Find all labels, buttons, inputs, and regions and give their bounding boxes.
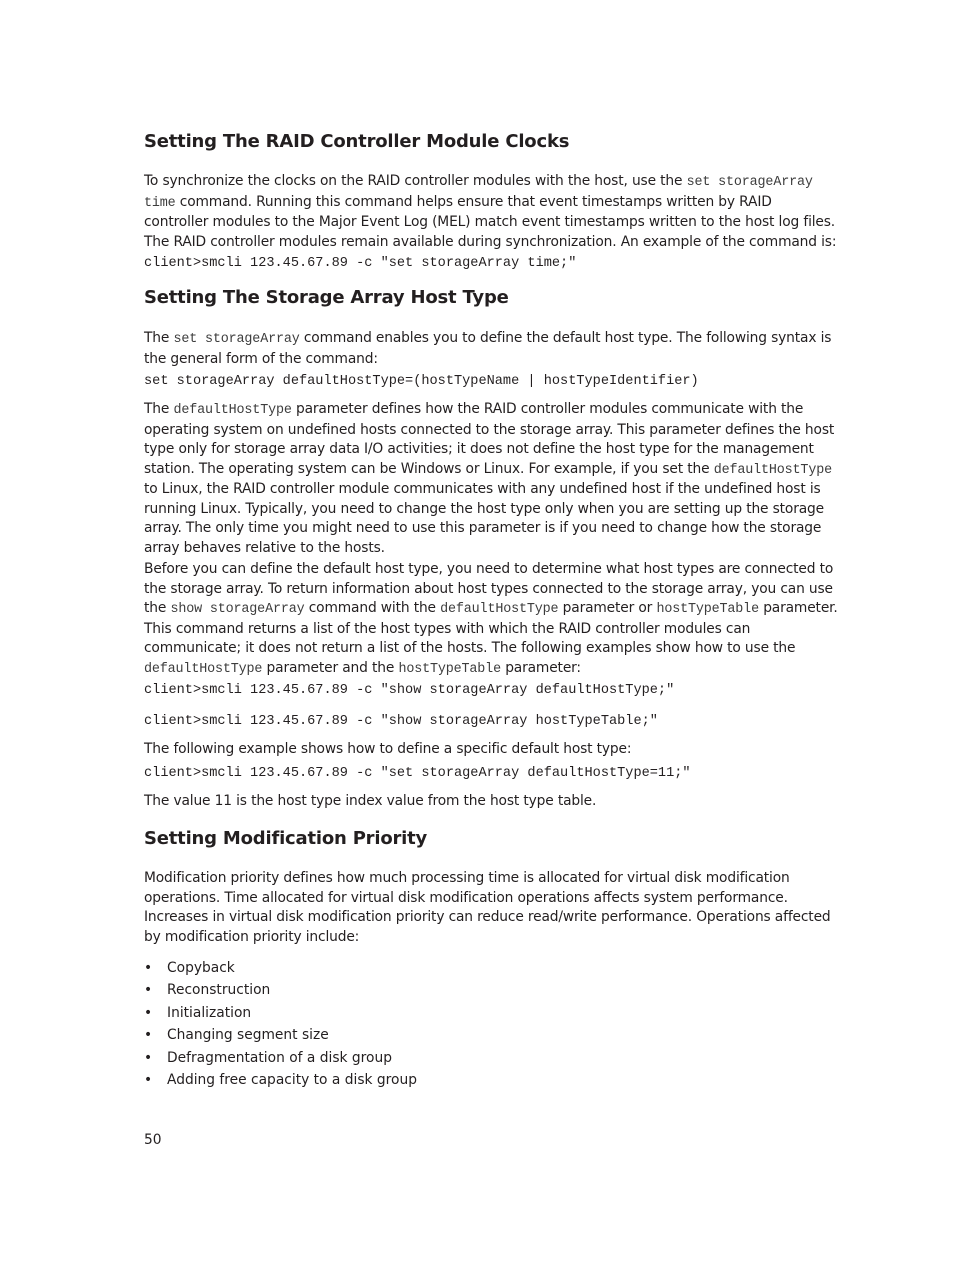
list-item <box>144 1071 417 1093</box>
paragraph-default-host-type <box>144 400 840 558</box>
text-run: parameter defines how the RAID controller modules communicate with the operating system on undefined hosts connected to the storage array. This parameter defines the host type only for storage array data I/O activities; it does not define the host type for the management station. The operating system can be Windows or Linux. For example, if you set the <box>144 401 835 477</box>
text-run: to Linux, the RAID controller module communicates with any undefined host if the undefined host is running Linux. Typically, you need to change the host type only when you are setting up the storage array. The only time you might need to use this parameter is if you need to change how the storage array behaves relative to the hosts. <box>144 481 824 556</box>
text-run: The <box>144 401 174 417</box>
text-run: command with the <box>304 600 441 616</box>
text-run: parameter and the <box>262 659 399 676</box>
paragraph-determine-host-types <box>144 560 840 679</box>
text-run: The <box>144 330 174 346</box>
list-item-label: Defragmentation of a disk group <box>167 1049 392 1066</box>
paragraph-modification-priority: Modification priority defines how much processing time is allocated for virtual disk modification operations. Time allocated for virtual disk modification operations affects system performance. Increases in virtual disk modification priority can reduce read/write performance. Operations affected by modification priority include: <box>144 870 831 945</box>
section-heading-host-type: Setting The Storage Array Host Type <box>144 287 509 308</box>
text-run: parameter: <box>500 659 581 676</box>
text-run: command. Running this command helps ensure that event timestamps written by RAID controller modules to the Major Event Log (MEL) match event timestamps written to the host log files. The RAID controller modules remain available during synchronization. An example of the command is: <box>144 193 837 250</box>
paragraph-host-type-intro <box>144 329 840 369</box>
bullet-marker: • <box>144 1049 153 1066</box>
inline-code: hostTypeTable <box>398 661 501 677</box>
code-example-show-default-host-type: client>smcli 123.45.67.89 -c "show storageArray defaultHostType;" <box>144 683 675 698</box>
paragraph-value-11: The value 11 is the host type index value from the host type table. <box>144 793 597 809</box>
inline-code: defaultHostType <box>713 462 832 478</box>
bullet-marker: • <box>144 1071 153 1088</box>
page-number: 50 <box>144 1132 162 1148</box>
text-run: parameter. This command returns a list of the host types with which the RAID controller modules can communicate; it does not return a list of the hosts. The following examples show how to use the <box>144 600 838 656</box>
paragraph-clocks-intro <box>144 172 840 252</box>
inline-code: defaultHostType <box>144 661 263 677</box>
inline-code: set storageArray <box>173 332 300 347</box>
inline-code: set storageArray time <box>144 175 813 211</box>
text-run: parameter or <box>558 600 657 616</box>
list-item <box>144 1026 417 1048</box>
section-heading-clocks: Setting The RAID Controller Module Clocks <box>144 131 570 152</box>
list-item <box>144 981 417 1003</box>
bullet-marker: • <box>144 982 153 999</box>
inline-code: hostTypeTable <box>656 602 759 617</box>
list-item <box>144 1004 417 1026</box>
text-run: command enables you to define the default host type. The following syntax is the general form of the command: <box>144 330 832 367</box>
code-example-show-host-type-table: client>smcli 123.45.67.89 -c "show storageArray hostTypeTable;" <box>144 714 658 729</box>
code-syntax-default-host-type: set storageArray defaultHostType=(hostTypeName | hostTypeIdentifier) <box>144 374 699 389</box>
text-run: To synchronize the clocks on the RAID controller modules with the host, use the <box>144 173 687 189</box>
operations-list <box>144 959 417 1093</box>
inline-code: defaultHostType <box>173 403 292 418</box>
list-item-label: Initialization <box>167 1004 252 1021</box>
list-item <box>144 959 417 981</box>
code-example-set-time: client>smcli 123.45.67.89 -c "set storageArray time;" <box>144 256 577 271</box>
list-item-label: Reconstruction <box>167 982 271 999</box>
bullet-marker: • <box>144 960 153 976</box>
paragraph-define-example: The following example shows how to define a specific default host type: <box>144 741 632 757</box>
list-item-label: Copyback <box>167 960 235 976</box>
text-run: Before you can define the default host type, you need to determine what host types are connected to the storage array. To return information about host types connected to the storage array, you can use the <box>144 561 834 616</box>
inline-code: show storageArray <box>170 602 305 617</box>
inline-code: defaultHostType <box>440 602 559 617</box>
section-heading-modification-priority: Setting Modification Priority <box>144 828 428 849</box>
bullet-marker: • <box>144 1004 153 1021</box>
list-item <box>144 1049 417 1071</box>
code-example-set-default-host-type: client>smcli 123.45.67.89 -c "set storageArray defaultHostType=11;" <box>144 766 691 781</box>
bullet-marker: • <box>144 1027 153 1044</box>
list-item-label: Changing segment size <box>167 1027 329 1044</box>
list-item-label: Adding free capacity to a disk group <box>167 1071 417 1088</box>
